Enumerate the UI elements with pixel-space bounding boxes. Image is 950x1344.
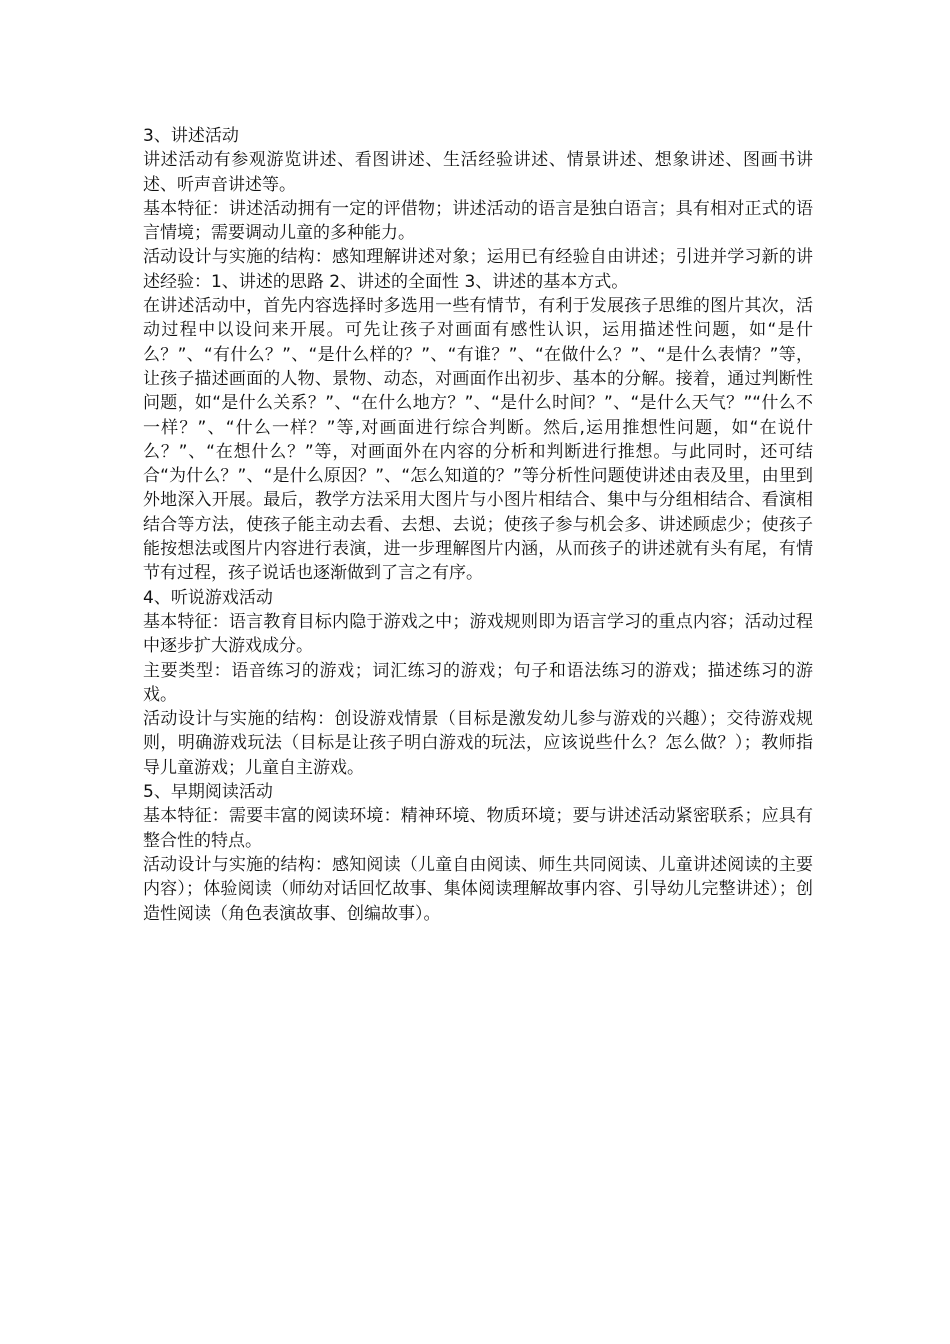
document-body [143,124,813,926]
paragraph-narration-method: 在讲述活动中，首先内容选择时多选用一些有情节，有利于发展孩子思维的图片其次，活动过程中以设问来开展。可先让孩子对画面有感性认识，运用描述性问题，如“是什么？”、“有什么？”、“是什么样的？”、“有谁？”、“在做什么？”、“是什么表情？”等，让孩子描述画面的人物、景物、动态，对画面作出初步、基本的分解。接着，通过判断性问题，如“是什么关系？”、“在什么地方？”、“是什么时间？”、“是什么天气？”“什么不一样？”、“什么一样？”等,对画面进行综合判断。然后,运用推想性问题，如“在说什么？”、“在想什么？”等，对画面外在内容的分析和判断进行推想。与此同时，还可结合“为什么？”、“是什么原因？”、“怎么知道的？”等分析性问题使讲述由表及里，由里到外地深入开展。最后，教学方法采用大图片与小图片相结合、集中与分组相结合、看演相结合等方法，使孩子能主动去看、去想、去说；使孩子参与机会多、讲述顾虑少；使孩子能按想法或图片内容进行表演，进一步理解图片内涵，从而孩子的讲述就有头有尾，有情节有过程，孩子说话也逐渐做到了言之有序。 [143,296,813,584]
paragraph-game-structure: 活动设计与实施的结构：创设游戏情景（目标是激发幼儿参与游戏的兴趣）；交待游戏规则，明确游戏玩法（目标是让孩子明白游戏的玩法，应该说些什么？怎么做？）；教师指导儿童游戏；儿童自主游戏。 [143,709,813,778]
paragraph-game-features: 基本特征：语言教育目标内隐于游戏之中；游戏规则即为语言学习的重点内容；活动过程中逐步扩大游戏成分。 [143,611,813,657]
paragraph-narration-features: 基本特征：讲述活动拥有一定的评借物；讲述活动的语言是独白语言；具有相对正式的语言情境；需要调动儿童的多种能力。 [143,198,813,244]
section-heading-narration: 3、讲述活动 [143,126,239,146]
paragraph-game-types: 主要类型：语音练习的游戏；词汇练习的游戏；句子和语法练习的游戏；描述练习的游戏。 [143,660,813,705]
section-heading-listening-game: 4、听说游戏活动 [143,587,273,608]
section-heading-early-reading: 5、早期阅读活动 [143,782,273,803]
paragraph-reading-features: 基本特征：需要丰富的阅读环境：精神环境、物质环境；要与讲述活动紧密联系；应具有整合性的特点。 [143,806,813,851]
paragraph-reading-structure: 活动设计与实施的结构：感知阅读（儿童自由阅读、师生共同阅读、儿童讲述阅读的主要内容）；体验阅读（师幼对话回忆故事、集体阅读理解故事内容、引导幼儿完整讲述）；创造性阅读（角色表演故事、创编故事）。 [143,854,813,924]
paragraph-narration-structure: 活动设计与实施的结构：感知理解讲述对象；运用已有经验自由讲述；引进并学习新的讲述经验：1、讲述的思路 2、讲述的全面性 3、讲述的基本方式。 [143,247,813,292]
paragraph-narration-types: 讲述活动有参观游览讲述、看图讲述、生活经验讲述、情景讲述、想象讲述、图画书讲述、听声音讲述等。 [143,150,813,195]
